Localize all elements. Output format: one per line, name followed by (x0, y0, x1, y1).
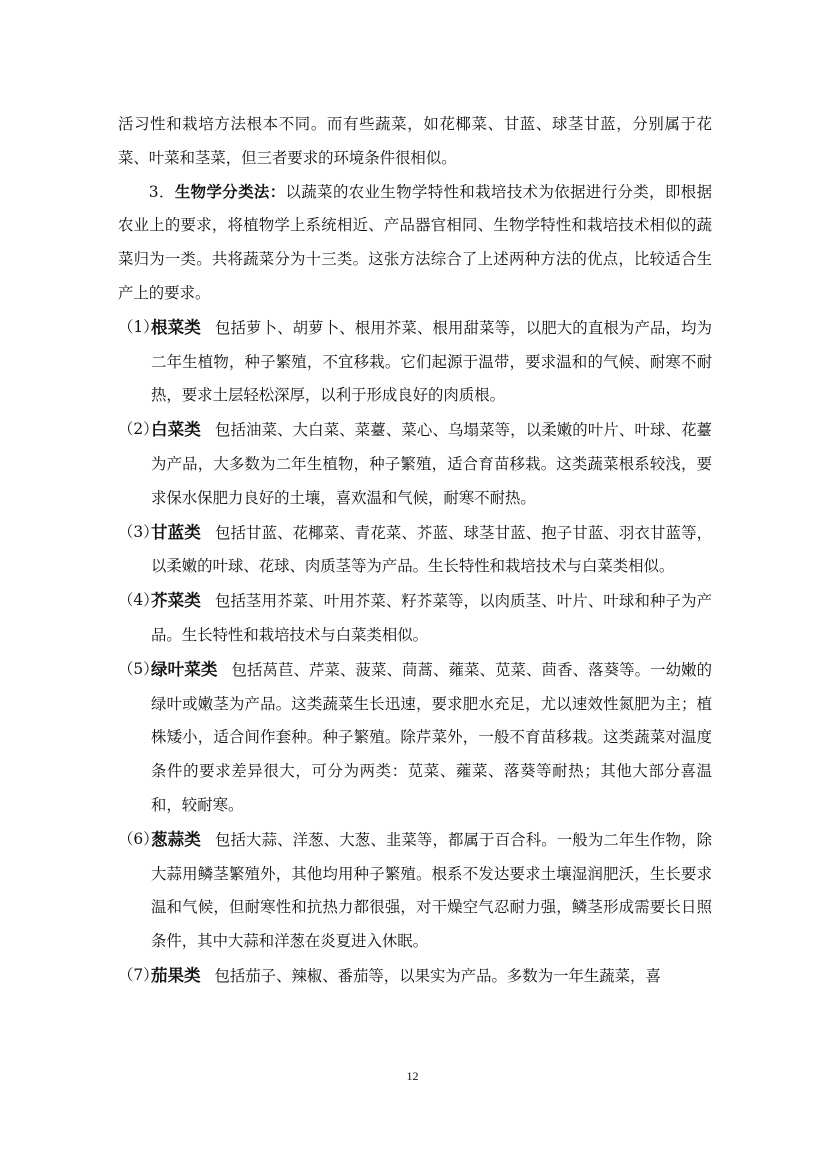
list-item-text: 包括油菜、大白菜、菜薹、菜心、乌塌菜等，以柔嫩的叶片、叶球、花薹为产品，大多数为二年生植物，种子繁殖，适合育苗移栽。这类蔬菜根系较浅，要求保水保肥力良好的土壤，喜欢温和气候，耐寒不耐热。 (151, 421, 712, 507)
list-item-number: （7） (118, 965, 159, 984)
list-item-term: 绿叶菜类 (151, 659, 218, 679)
list-item-text: 包括茎用芥菜、叶用芥菜、籽芥菜等，以肉质茎、叶片、叶球和种子为产品。生长特性和栽培技术与白菜类相似。 (151, 592, 712, 644)
list-item-number: （3） (118, 522, 159, 541)
list-item-allium-vegetables (118, 823, 712, 959)
list-item-cabbage-vegetables (118, 413, 712, 515)
list-item-solanaceous-vegetables (118, 959, 712, 994)
list-item-text: 包括甘蓝、花椰菜、青花菜、芥蓝、球茎甘蓝、抱子甘蓝、羽衣甘蓝等，以柔嫩的叶球、花球、肉质茎等为产品。生长特性和栽培技术与白菜类相似。 (151, 523, 712, 576)
list-item-root-vegetables (118, 311, 712, 413)
list-item-term: 茄果类 (151, 965, 201, 985)
list-item-term: 葱蒜类 (151, 829, 201, 849)
list-item-term: 甘蓝类 (151, 522, 201, 542)
list-item-brassica-vegetables (118, 516, 712, 585)
intro-paragraph: 活习性和栽培方法根本不同。而有些蔬菜，如花椰菜、甘蓝、球茎甘蓝，分别属于花菜、叶菜和茎菜，但三者要求的环境条件很相似。 (118, 115, 712, 167)
section-3-heading: 生物学分类法： (174, 182, 286, 201)
list-item-text: 包括茄子、辣椒、番茄等，以果实为产品。多数为一年生蔬菜，喜 (214, 966, 661, 985)
list-item-text: 包括萝卜、胡萝卜、根用芥菜、根用甜菜等，以肥大的直根为产品，均为二年生植物，种子繁殖，不宜移栽。它们起源于温带，要求温和的气候、耐寒不耐热，要求土层轻松深厚，以利于形成良好的肉质根。 (151, 318, 712, 405)
list-item-number: （5） (118, 659, 159, 678)
list-item-text: 包括莴苣、芹菜、菠菜、茼蒿、蕹菜、苋菜、茴香、落葵等。一幼嫩的绿叶或嫩茎为产品。这类蔬菜生长迅速，要求肥水充足，尤以速效性氮肥为主；植株矮小，适合间作套种。种子繁殖。除芹菜外，一般不育苗移栽。这类蔬菜对温度条件的要求差异很大，可分为两类：苋菜、蕹菜、落葵等耐热；其他大部分喜温和，较耐寒。 (151, 660, 712, 814)
list-item-term: 芥菜类 (151, 591, 201, 611)
page-number: 12 (406, 1069, 419, 1083)
list-item-number: （1） (118, 317, 159, 336)
page-body (118, 108, 712, 994)
section-3-text: 以蔬菜的农业生物学特性和栽培技术为依据进行分类，即根据农业上的要求，将植物学上系统相近、产品器官相同、生物学特性和栽培技术相似的蔬菜归为一类。共将蔬菜分为十三类。这张方法综合了上述两种方法的优点，比较适合生产上的要求。 (118, 182, 712, 302)
list-item-mustard-vegetables (118, 584, 712, 653)
list-item-number: （4） (118, 591, 159, 610)
list-item-text: 包括大蒜、洋葱、大葱、韭菜等，都属于百合科。一般为二年生作物，除大蒜用鳞茎繁殖外，其他均用种子繁殖。根系不发达要求土壤湿润肥沃，生长要求温和气候，但耐寒性和抗热力都很强，对干燥空气忍耐力强，鳞茎形成需要长日照条件，其中大蒜和洋葱在炎夏进入休眠。 (151, 830, 712, 951)
section-3 (118, 176, 712, 311)
list-item-term: 白菜类 (151, 420, 201, 440)
list-item-term: 根菜类 (151, 317, 201, 337)
list-item-number: （6） (118, 829, 159, 848)
section-3-number: 3． (148, 182, 175, 201)
list-item-number: （2） (118, 420, 159, 439)
list-item-leafy-greens (118, 653, 712, 823)
